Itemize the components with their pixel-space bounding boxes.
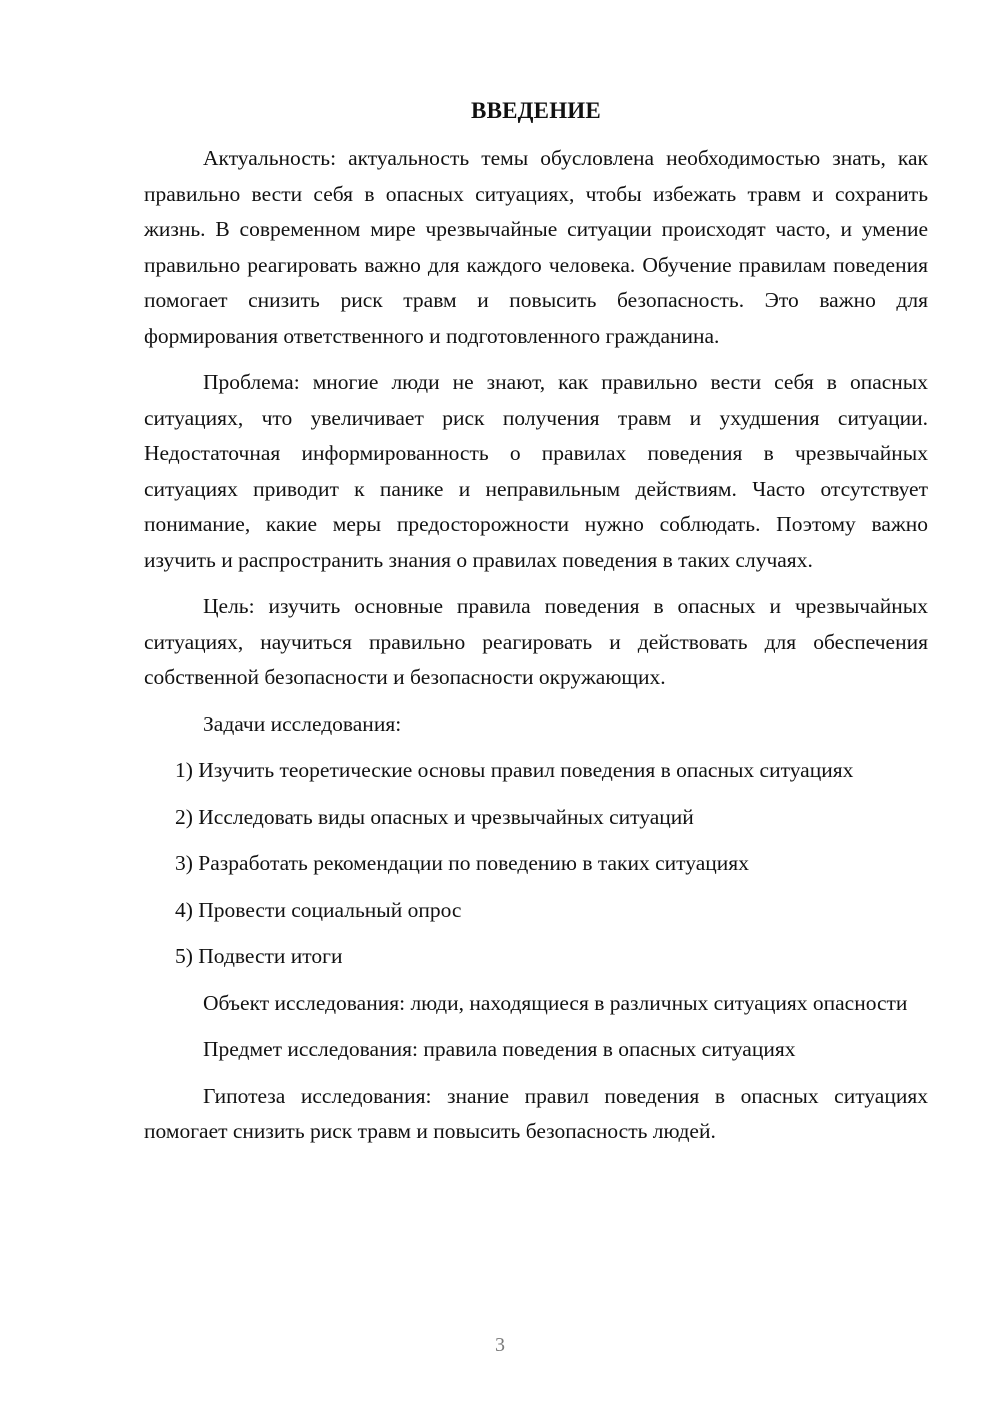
task-item-3: 3) Разработать рекомендации по поведению в таких ситуациях [175, 851, 749, 875]
problem-paragraph: Проблема: многие люди не знают, как правильно вести себя в опасных ситуациях, что увеличивает риск получения травм и ухудшения ситуации. Недостаточная информированность о правилах поведения в чрезвычайных ситуациях приводит к панике и неправильным действиям. Часто отсутствует понимание, какие меры предосторожности нужно соблюдать. Поэтому важно изучить и распространить знания о правилах поведения в таких случаях. [144, 370, 928, 572]
hypothesis-paragraph: Гипотеза исследования: знание правил поведения в опасных ситуациях помогает снизить риск травм и повысить безопасность людей. [144, 1083, 928, 1143]
goal-paragraph: Цель: изучить основные правила поведения в опасных и чрезвычайных ситуациях, научиться правильно реагировать и действовать для обеспечения собственной безопасности и безопасности окружающих. [144, 594, 928, 689]
object-paragraph: Объект исследования: люди, находящиеся в различных ситуациях опасности [203, 990, 908, 1015]
tasks-heading: Задачи исследования: [203, 711, 402, 736]
task-item-5: 5) Подвести итоги [175, 944, 343, 968]
task-item-1: 1) Изучить теоретические основы правил поведения в опасных ситуациях [175, 758, 854, 782]
task-item-2: 2) Исследовать виды опасных и чрезвычайных ситуаций [175, 804, 694, 829]
page-content [144, 95, 928, 1161]
task-item-4: 4) Провести социальный опрос [175, 897, 462, 922]
page-title: ВВЕДЕНИЕ [471, 98, 601, 123]
relevance-paragraph: Актуальность: актуальность темы обусловлена необходимостью знать, как правильно вести себя в опасных ситуациях, чтобы избежать травм и сохранить жизнь. В современном мире чрезвычайные ситуации происходят часто, и умение правильно реагировать важно для каждого человека. Обучение правилам поведения помогает снизить риск травм и повысить безопасность. Это важно для формирования ответственного и подготовленного гражданина. [144, 146, 928, 348]
page-number: 3 [495, 1334, 505, 1356]
subject-paragraph: Предмет исследования: правила поведения в опасных ситуациях [203, 1037, 796, 1061]
